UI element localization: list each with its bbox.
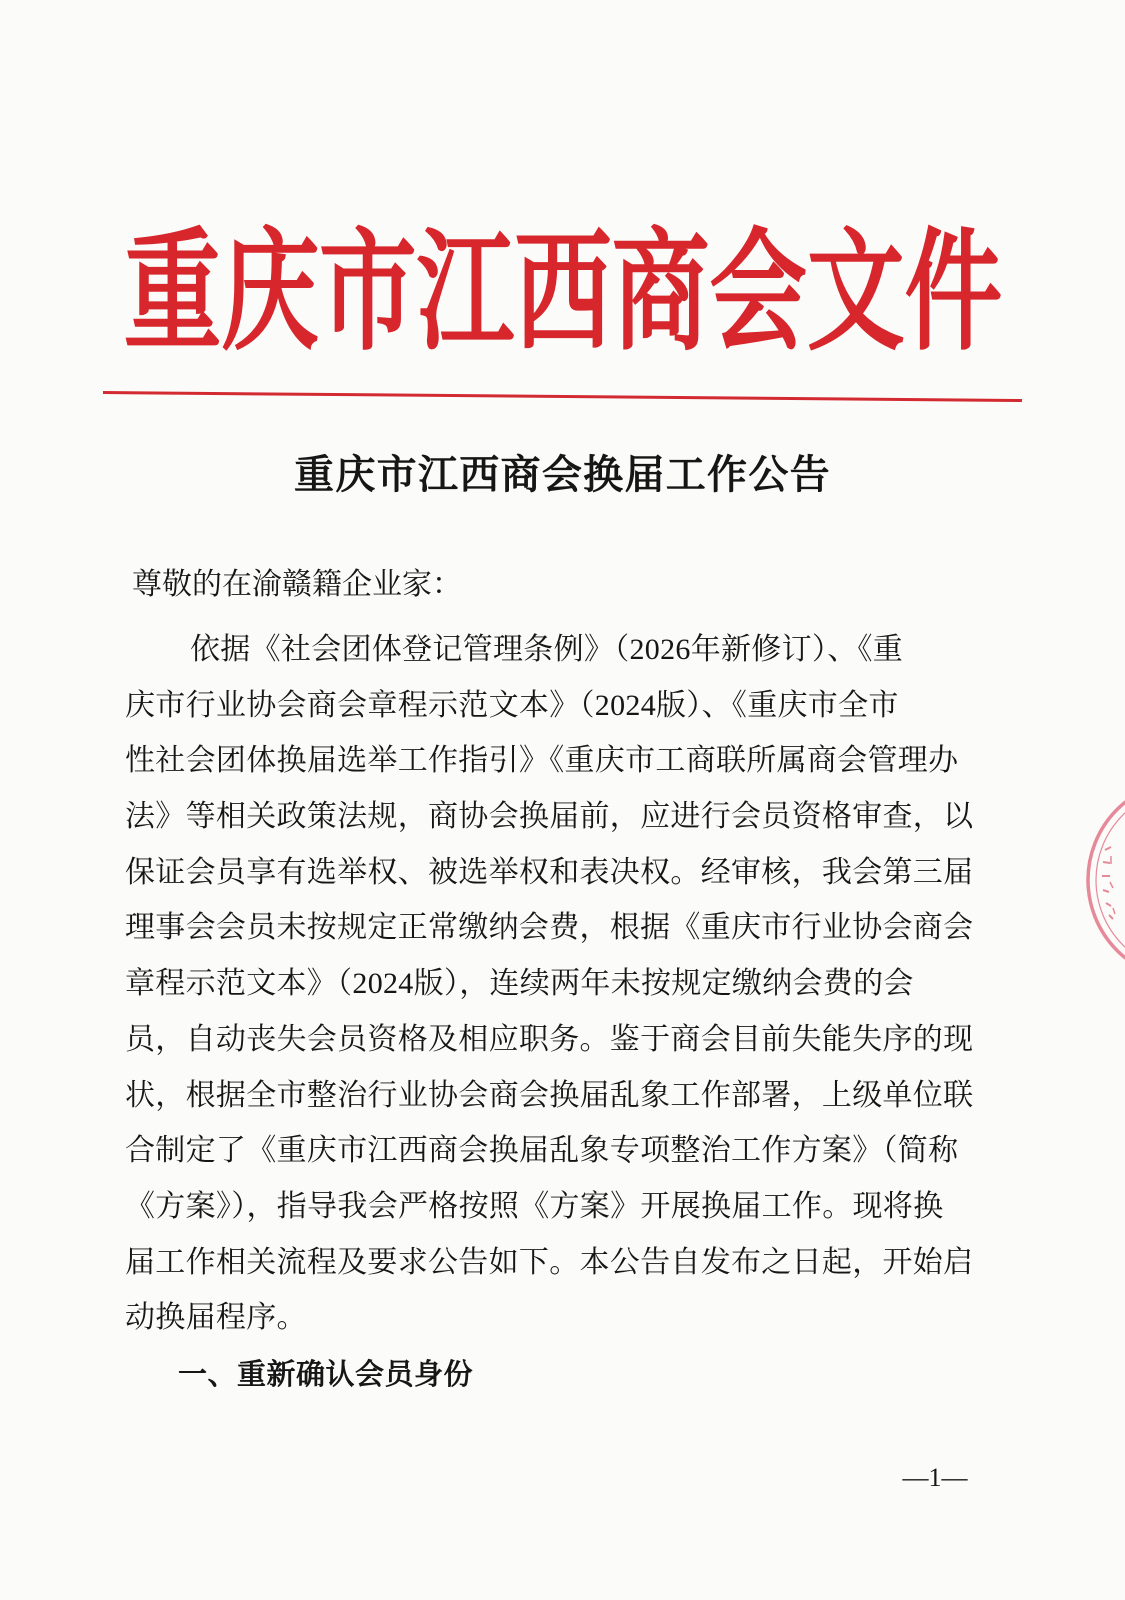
page-number: —1— — [902, 1463, 968, 1492]
masthead — [0, 213, 1125, 369]
paragraph-line: 届工作相关流程及要求公告如下。本公告自发布之日起，开始启 — [125, 1245, 974, 1279]
notice-title: 重庆市江西商会换届工作公告 — [294, 452, 831, 498]
seal-stamp-fragment — [1075, 790, 1125, 970]
body-paragraph — [125, 622, 995, 1346]
paragraph-line: 合制定了《重庆市江西商会换届乱象专项整治工作方案》（简称 — [125, 1134, 959, 1168]
paragraph-line: 法》等相关政策法规，商协会换届前，应进行会员资格审查，以 — [125, 800, 974, 834]
paragraph-line: 状，根据全市整治行业协会商会换届乱象工作部署，上级单位联 — [125, 1078, 974, 1112]
red-rule-divider — [103, 391, 1022, 402]
paragraph-line: 《方案》），指导我会严格按照《方案》开展换届工作。现将换 — [125, 1189, 944, 1223]
paragraph-line: 理事会会员未按规定正常缴纳会费，根据《重庆市行业协会商会 — [125, 911, 974, 945]
paragraph-line: 性社会团体换届选举工作指引》《重庆市工商联所属商会管理办 — [125, 744, 959, 778]
masthead-title: 重庆市江西商会文件 — [123, 213, 1002, 369]
paragraph-line: 保证会员享有选举权、被选举权和表决权。经审核，我会第三届 — [125, 855, 974, 889]
paragraph-line: 动换届程序。 — [125, 1301, 307, 1335]
paragraph-line: 章程示范文本》（2024版），连续两年未按规定缴纳会费的会 — [125, 967, 914, 1001]
paragraph-line: 依据《社会团体登记管理条例》（2026年新修订）、《重 — [190, 633, 904, 666]
salutation: 尊敬的在渝赣籍企业家： — [132, 568, 462, 601]
paragraph-line: 庆市行业协会商会章程示范文本》（2024版）、《重庆市全市 — [125, 688, 899, 722]
section-heading: 一、重新确认会员身份 — [178, 1357, 474, 1391]
paragraph-line: 员，自动丧失会员资格及相应职务。鉴于商会目前失能失序的现 — [125, 1022, 974, 1056]
